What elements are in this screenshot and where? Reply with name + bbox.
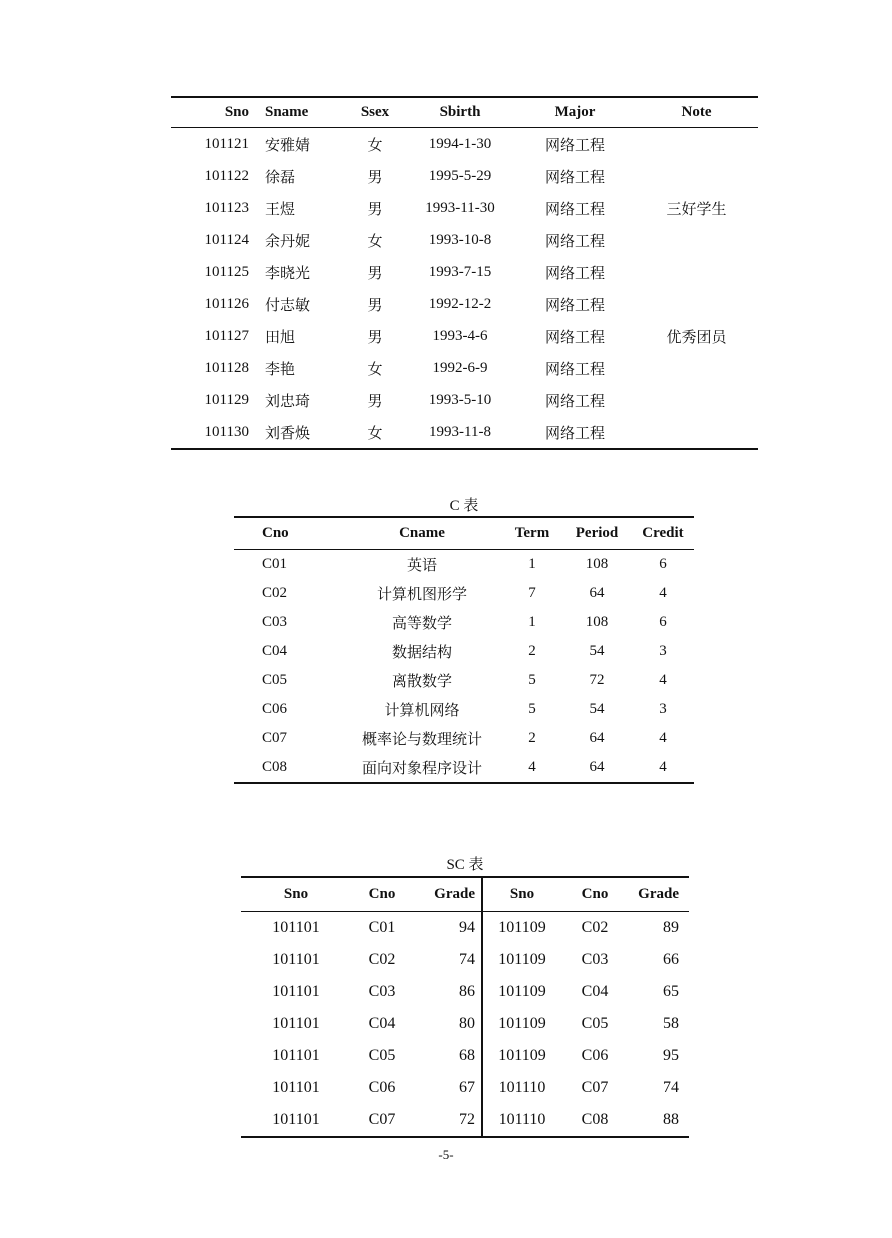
table-row: [241, 912, 689, 945]
table-cell: 54: [589, 643, 605, 659]
table-cell: 108: [585, 556, 609, 572]
table-cell: 101109: [498, 983, 546, 1000]
table-cell: 网络工程: [544, 265, 605, 282]
table-cell: [635, 352, 758, 384]
table-cell: 101101: [272, 919, 320, 936]
table-cell: 男: [367, 393, 383, 410]
table-cell: 男: [367, 329, 383, 346]
table-cell: [635, 416, 758, 449]
table-cell: C02: [581, 919, 609, 936]
table-row: [171, 384, 758, 416]
table-cell: 女: [367, 361, 383, 378]
page-number: -5-: [438, 1147, 454, 1162]
table-cell: 101128: [204, 359, 249, 376]
table-row: [171, 224, 758, 256]
table-body: [234, 550, 694, 784]
table-cell: 网络工程: [544, 297, 605, 314]
table-cell: 李艳: [265, 361, 296, 378]
table-cell: 网络工程: [544, 169, 605, 186]
column-header: Major: [554, 104, 596, 120]
table-cell: 101121: [204, 135, 249, 152]
table-cell: C01: [262, 556, 288, 572]
table-cell: 80: [413, 1008, 482, 1040]
table-row: [171, 320, 758, 352]
table-cell: 女: [367, 233, 383, 250]
table-cell: 男: [367, 169, 383, 186]
table-cell: 1993-10-8: [428, 231, 492, 248]
table-cell: 101124: [204, 231, 249, 248]
table-cell: 4: [528, 759, 536, 775]
column-header: Term: [514, 525, 550, 541]
table-cell: 3: [659, 701, 667, 717]
table-cell: 2: [528, 730, 536, 746]
table-row: [234, 608, 694, 637]
table-cell: 1993-4-6: [432, 327, 488, 344]
table-header-row: [241, 877, 689, 912]
table-cell: 101126: [204, 295, 249, 312]
table-cell: C01: [368, 919, 396, 936]
table-cell: 4: [659, 730, 667, 746]
table-cell: 101110: [498, 1111, 546, 1128]
table-cell: [635, 384, 758, 416]
column-header: Sno: [283, 886, 309, 902]
table-row: [234, 637, 694, 666]
column-header: Cno: [368, 886, 396, 902]
column-header: Cname: [399, 525, 445, 541]
table-cell: 英语: [406, 558, 437, 574]
table-cell: 64: [589, 759, 605, 775]
table-cell: 101110: [498, 1079, 546, 1096]
table-row: [171, 256, 758, 288]
table-cell: 高等数学: [391, 616, 452, 632]
table-row: [234, 695, 694, 724]
table-cell: 网络工程: [544, 425, 605, 442]
table-row: [234, 550, 694, 580]
table-cell: 101101: [272, 1047, 320, 1064]
table-cell: 108: [585, 614, 609, 630]
table-cell: 101130: [204, 423, 249, 440]
table-cell: [635, 128, 758, 161]
table-cell: 男: [367, 297, 383, 314]
table-cell: 4: [659, 585, 667, 601]
table-row: [171, 416, 758, 449]
table-cell: 计算机网络: [384, 703, 460, 719]
table-cell: 66: [663, 951, 679, 968]
column-header: Sname: [265, 104, 309, 120]
table-cell: 优秀团员: [666, 329, 727, 346]
column-header: Sbirth: [439, 104, 481, 120]
table-cell: [635, 224, 758, 256]
table-cell: C03: [262, 614, 288, 630]
table-cell: C07: [581, 1079, 609, 1096]
table-cell: 面向对象程序设计: [361, 761, 482, 777]
table-cell: [635, 160, 758, 192]
table-row: [234, 753, 694, 783]
table-cell: 101109: [498, 1015, 546, 1032]
column-header: Sno: [509, 886, 535, 902]
table-cell: 1992-6-9: [432, 359, 488, 376]
table-cell: 88: [663, 1111, 679, 1128]
table-cell: 1: [528, 614, 536, 630]
table-cell: 72: [413, 1104, 482, 1137]
table-cell: 68: [413, 1040, 482, 1072]
course-table: [234, 516, 694, 784]
table-cell: 徐磊: [265, 169, 296, 186]
table-header-row: [171, 97, 758, 128]
table-row: [241, 1072, 689, 1104]
table-cell: C06: [368, 1079, 396, 1096]
table-row: [171, 192, 758, 224]
table-cell: C08: [581, 1111, 609, 1128]
table-cell: [635, 256, 758, 288]
table-cell: 95: [663, 1047, 679, 1064]
table-cell: 网络工程: [544, 361, 605, 378]
table-cell: 101101: [272, 951, 320, 968]
table-cell: C08: [262, 759, 288, 775]
table-cell: 王煜: [265, 201, 296, 218]
table-cell: 101101: [272, 1079, 320, 1096]
column-header: Sno: [224, 104, 249, 120]
column-header: Period: [575, 525, 619, 541]
table-cell: 2: [528, 643, 536, 659]
table-cell: 6: [659, 556, 667, 572]
table-row: [241, 1104, 689, 1137]
table-caption: SC 表: [446, 857, 484, 873]
table-cell: 101125: [204, 263, 249, 280]
column-header: Credit: [642, 525, 684, 541]
table-cell: C03: [581, 951, 609, 968]
table-cell: 101109: [498, 919, 546, 936]
table-cell: 女: [367, 425, 383, 442]
table-cell: 1: [528, 556, 536, 572]
table-cell: 64: [589, 730, 605, 746]
table-cell: 64: [589, 585, 605, 601]
table-cell: 网络工程: [544, 233, 605, 250]
table-cell: 男: [367, 201, 383, 218]
table-cell: 1993-7-15: [428, 263, 492, 280]
table-cell: 数据结构: [391, 645, 452, 661]
table-cell: 网络工程: [544, 137, 605, 154]
table-cell: 男: [367, 265, 383, 282]
table-cell: 94: [413, 912, 482, 945]
table-cell: 67: [413, 1072, 482, 1104]
table-cell: 1992-12-2: [428, 295, 492, 312]
table-cell: 5: [528, 672, 536, 688]
table-cell: C05: [262, 672, 288, 688]
table-body: [241, 912, 689, 1138]
table-cell: 刘香焕: [265, 425, 311, 442]
table-cell: 付志敏: [265, 297, 311, 314]
table-cell: 74: [413, 944, 482, 976]
table-cell: 网络工程: [544, 393, 605, 410]
table-cell: 65: [663, 983, 679, 1000]
table-cell: C07: [368, 1111, 396, 1128]
table-row: [171, 128, 758, 161]
table-cell: 58: [663, 1015, 679, 1032]
table-cell: 7: [528, 585, 536, 601]
table-cell: 101129: [204, 391, 249, 408]
table-cell: 101101: [272, 1015, 320, 1032]
column-header: Note: [681, 104, 712, 120]
table-cell: C04: [581, 983, 609, 1000]
table-cell: 5: [528, 701, 536, 717]
table-cell: 54: [589, 701, 605, 717]
table-cell: 三好学生: [666, 201, 727, 218]
table-cell: 101127: [204, 327, 249, 344]
table-cell: 女: [367, 137, 383, 154]
table-cell: 刘忠琦: [265, 393, 311, 410]
table-row: [171, 160, 758, 192]
table-cell: 田旭: [265, 329, 296, 346]
table-cell: 1993-5-10: [428, 391, 492, 408]
table-cell: 离散数学: [391, 674, 452, 690]
table-cell: C03: [368, 983, 396, 1000]
table-cell: 101109: [498, 951, 546, 968]
score-table: [241, 876, 689, 1138]
table-row: [241, 944, 689, 976]
table-cell: 101123: [204, 199, 249, 216]
table-row: [171, 352, 758, 384]
table-cell: 计算机图形学: [376, 587, 467, 603]
table-cell: 101109: [498, 1047, 546, 1064]
table-cell: 网络工程: [544, 329, 605, 346]
table-cell: C07: [262, 730, 288, 746]
table-cell: C06: [581, 1047, 609, 1064]
table-cell: 72: [589, 672, 605, 688]
table-cell: 1995-5-29: [428, 167, 492, 184]
column-header: Cno: [262, 525, 289, 541]
table-cell: 101122: [204, 167, 249, 184]
table-cell: C02: [262, 585, 288, 601]
table-cell: C02: [368, 951, 396, 968]
table-row: [234, 666, 694, 695]
table-cell: 3: [659, 643, 667, 659]
table-header-row: [234, 517, 694, 550]
table-cell: C06: [262, 701, 288, 717]
table-row: [241, 976, 689, 1008]
table-cell: C05: [581, 1015, 609, 1032]
table-cell: C04: [262, 643, 288, 659]
table-cell: [635, 288, 758, 320]
column-header: Grade: [413, 877, 482, 912]
table-cell: 1994-1-30: [428, 135, 492, 152]
table-cell: 概率论与数理统计: [361, 732, 482, 748]
table-cell: 86: [413, 976, 482, 1008]
table-body: [171, 128, 758, 450]
column-header: Cno: [581, 886, 609, 902]
table-caption: C 表: [449, 498, 479, 514]
table-cell: 89: [663, 919, 679, 936]
table-cell: 网络工程: [544, 201, 605, 218]
table-row: [234, 579, 694, 608]
table-cell: 余丹妮: [265, 233, 311, 250]
table-cell: 101101: [272, 1111, 320, 1128]
table-cell: 1993-11-30: [425, 199, 495, 216]
table-cell: 李晓光: [265, 265, 311, 282]
table-row: [171, 288, 758, 320]
table-cell: 4: [659, 759, 667, 775]
table-row: [241, 1008, 689, 1040]
table-cell: 74: [663, 1079, 679, 1096]
table-cell: 6: [659, 614, 667, 630]
table-row: [234, 724, 694, 753]
table-cell: 安雅婧: [265, 137, 311, 154]
table-cell: 1993-11-8: [429, 423, 491, 440]
table-cell: C05: [368, 1047, 396, 1064]
table-row: [241, 1040, 689, 1072]
student-table: [171, 96, 758, 450]
table-cell: 101101: [272, 983, 320, 1000]
table-cell: 4: [659, 672, 667, 688]
table-cell: C04: [368, 1015, 396, 1032]
column-header: Ssex: [360, 104, 390, 120]
column-header: Grade: [638, 886, 679, 902]
